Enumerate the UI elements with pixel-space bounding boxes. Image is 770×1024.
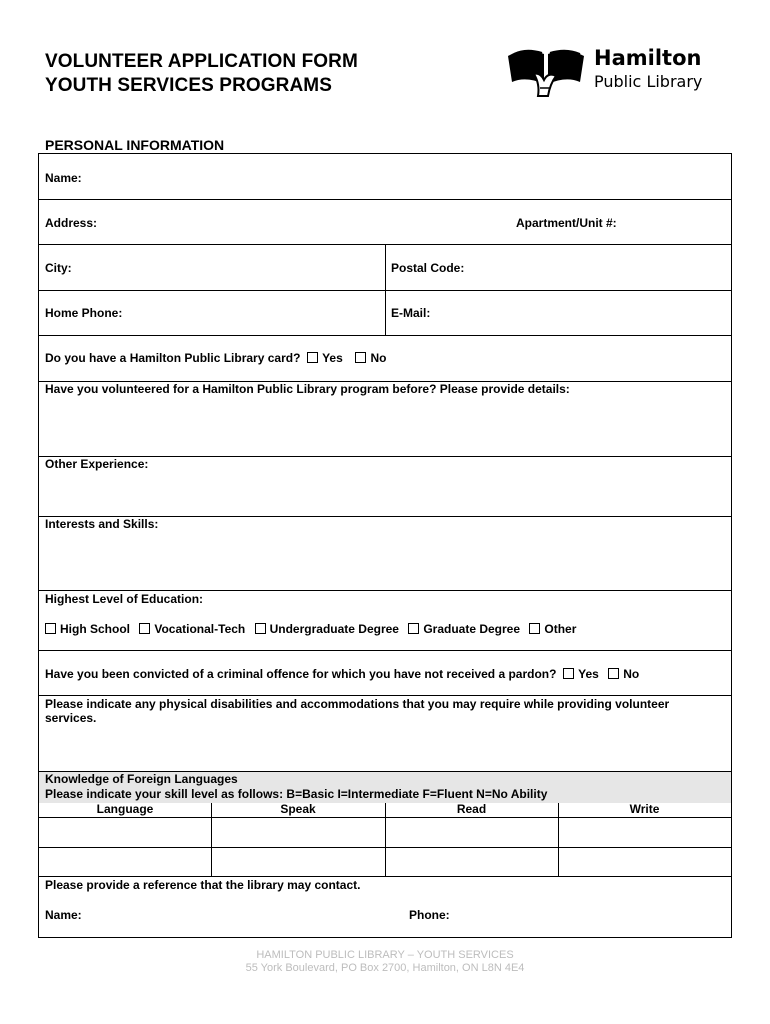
form-title (45, 50, 358, 98)
library-card-label: Do you have a Hamilton Public Library card? (45, 351, 301, 365)
title-line-1: VOLUNTEER APPLICATION FORM (45, 51, 358, 72)
checkbox-high-school[interactable] (45, 623, 56, 634)
option-other: Other (544, 622, 577, 636)
col-speak: Speak (280, 802, 316, 816)
home-phone-label: Home Phone: (45, 306, 123, 320)
logo-wordmark (594, 44, 702, 92)
education-options (45, 622, 576, 637)
disabilities-label-line-1: Please indicate any physical disabilities and accommodations that you may require while providing volunteer (45, 697, 670, 711)
column-divider (385, 244, 386, 336)
conviction-label: Have you been convicted of a criminal offence for which you have not received a pardon? (45, 667, 557, 681)
postal-code-label: Postal Code: (391, 261, 465, 275)
conviction-no-label: No (623, 667, 640, 681)
checkbox-undergraduate[interactable] (255, 623, 266, 634)
reference-phone-label: Phone: (409, 908, 450, 922)
name-field[interactable] (39, 154, 731, 199)
col-read: Read (456, 802, 487, 816)
email-label: E-Mail: (391, 306, 431, 320)
reference-label: Please provide a reference that the library may contact. (45, 878, 361, 892)
section-title: PERSONAL INFORMATION (45, 137, 225, 153)
disabilities-label-line-2: services. (45, 711, 97, 725)
title-line-2: YOUTH SERVICES PROGRAMS (45, 75, 332, 96)
checkbox-yes[interactable] (307, 352, 318, 363)
library-card-question (45, 351, 386, 366)
row-divider (39, 590, 731, 591)
row-divider (39, 650, 731, 651)
col-write: Write (629, 802, 660, 816)
checkbox-graduate[interactable] (408, 623, 419, 634)
name-label: Name: (45, 171, 82, 185)
checkbox-conviction-no[interactable] (608, 668, 619, 679)
col-language: Language (96, 802, 154, 816)
reference-name-label: Name: (45, 908, 82, 922)
book-hands-icon (504, 44, 588, 100)
checkbox-conviction-yes[interactable] (563, 668, 574, 679)
option-graduate: Graduate Degree (423, 622, 521, 636)
personal-info-form (38, 153, 732, 938)
yes-label: Yes (322, 351, 343, 365)
option-high-school: High School (60, 622, 130, 636)
education-label: Highest Level of Education: (45, 592, 204, 606)
footer-line-1: HAMILTON PUBLIC LIBRARY – YOUTH SERVICES (256, 949, 514, 961)
library-logo (504, 44, 714, 99)
languages-instructions: Please indicate your skill level as follows: B=Basic I=Intermediate F=Fluent N=No Ability (45, 787, 548, 801)
checkbox-other[interactable] (529, 623, 540, 634)
address-label: Address: (45, 216, 98, 230)
option-undergraduate: Undergraduate Degree (269, 622, 399, 636)
other-experience-label: Other Experience: (45, 457, 149, 471)
no-label: No (370, 351, 387, 365)
page-footer (0, 949, 770, 975)
checkbox-vocational-tech[interactable] (139, 623, 150, 634)
apartment-label: Apartment/Unit #: (516, 216, 617, 230)
footer-line-2: 55 York Boulevard, PO Box 2700, Hamilton, ON L8N 4E4 (245, 962, 525, 974)
city-label: City: (45, 261, 72, 275)
logo-line-2: Public Library (594, 72, 703, 91)
row-divider (39, 199, 731, 200)
row-divider (39, 695, 731, 696)
volunteered-label: Have you volunteered for a Hamilton Public Library program before? Please provide details: (45, 382, 570, 396)
languages-title: Knowledge of Foreign Languages (45, 772, 238, 786)
option-vocational-tech: Vocational-Tech (154, 622, 246, 636)
logo-line-1: Hamilton (594, 46, 702, 70)
checkbox-no[interactable] (355, 352, 366, 363)
conviction-yes-label: Yes (578, 667, 599, 681)
conviction-question (45, 667, 639, 682)
interests-label: Interests and Skills: (45, 517, 159, 531)
